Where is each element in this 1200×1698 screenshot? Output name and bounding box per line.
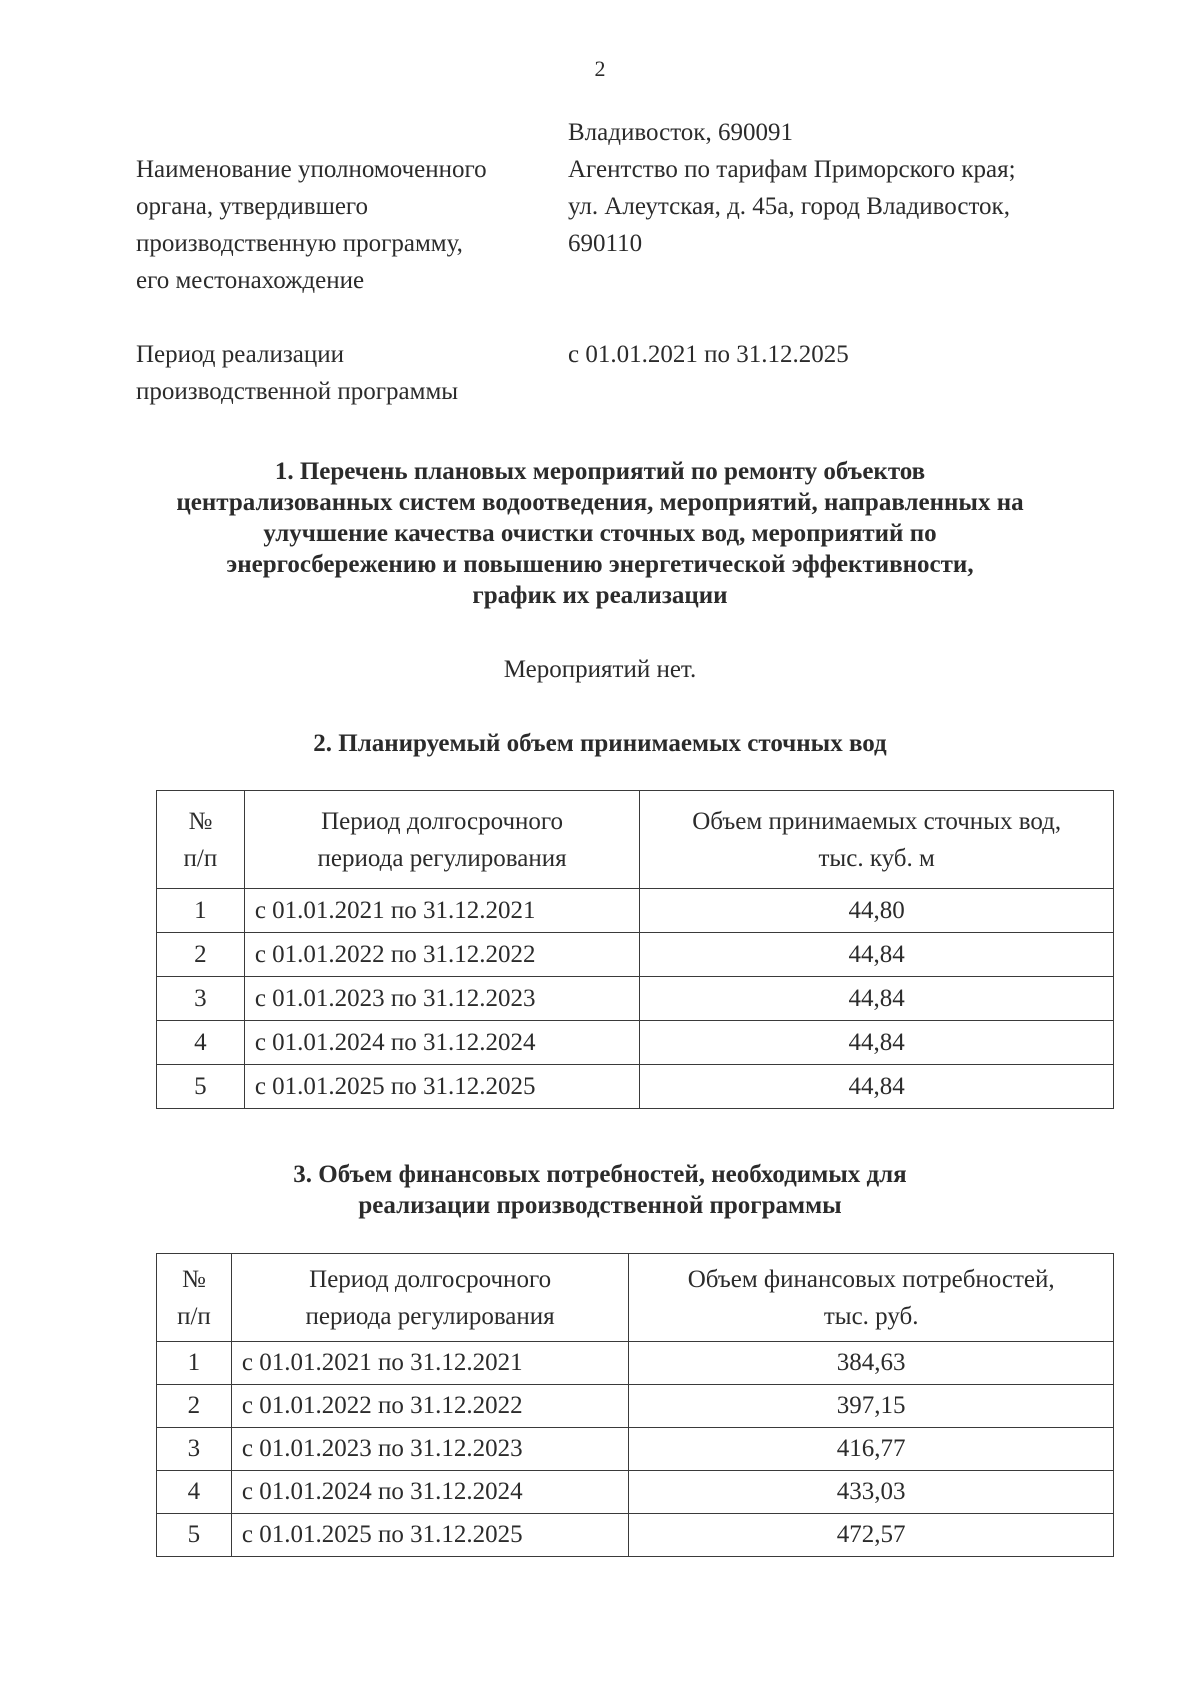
period-label xyxy=(136,336,556,410)
row-period: с 01.01.2021 по 31.12.2021 xyxy=(231,1342,629,1385)
table-row xyxy=(157,1514,1114,1557)
row-volume: 44,84 xyxy=(640,1065,1114,1109)
section1-title xyxy=(0,456,1200,611)
section1-title-line: централизованных систем водоотведения, мероприятий, направленных на xyxy=(176,489,1024,516)
row-num: 2 xyxy=(157,933,245,977)
header-num-line: № xyxy=(188,807,213,835)
row-period: с 01.01.2023 по 31.12.2023 xyxy=(231,1428,629,1471)
header-period-line: периода регулирования xyxy=(317,844,567,872)
row-volume: 44,84 xyxy=(640,933,1114,977)
row-period: с 01.01.2021 по 31.12.2021 xyxy=(244,889,640,933)
table-row xyxy=(157,1021,1114,1065)
row-period: с 01.01.2024 по 31.12.2024 xyxy=(244,1021,640,1065)
page-number: 2 xyxy=(594,56,606,81)
authority-label-line: его местонахождение xyxy=(136,267,365,294)
row-volume: 44,80 xyxy=(640,889,1114,933)
header-num-line: п/п xyxy=(177,1302,211,1330)
row-period: с 01.01.2022 по 31.12.2022 xyxy=(231,1385,629,1428)
period-label-line: Период реализации xyxy=(136,341,344,368)
row-period: с 01.01.2025 по 31.12.2025 xyxy=(231,1514,629,1557)
table-row xyxy=(157,889,1114,933)
row-financial: 416,77 xyxy=(629,1428,1114,1471)
row-financial: 384,63 xyxy=(629,1342,1114,1385)
table-row xyxy=(157,1342,1114,1385)
authority-label-line: органа, утвердившего xyxy=(136,193,369,220)
header-volume-line: тыс. куб. м xyxy=(818,844,935,872)
row-period: с 01.01.2022 по 31.12.2022 xyxy=(244,933,640,977)
header-num xyxy=(157,791,245,889)
section1-title-line: улучшение качества очистки сточных вод, мероприятий по xyxy=(263,520,937,547)
table-header-row xyxy=(157,791,1114,889)
header-period-line: Период долгосрочного xyxy=(321,807,564,835)
authority-row xyxy=(136,151,1116,301)
section3-title xyxy=(0,1159,1200,1221)
table-row xyxy=(157,977,1114,1021)
row-num: 5 xyxy=(157,1065,245,1109)
header-period xyxy=(244,791,640,889)
row-num: 2 xyxy=(157,1385,232,1428)
header-financial xyxy=(629,1254,1114,1342)
address-line: Владивосток, 690091 xyxy=(568,119,793,146)
row-period: с 01.01.2025 по 31.12.2025 xyxy=(244,1065,640,1109)
section1-title-line: график их реализации xyxy=(472,582,728,609)
row-volume: 44,84 xyxy=(640,977,1114,1021)
row-num: 1 xyxy=(157,889,245,933)
row-num: 5 xyxy=(157,1514,232,1557)
authority-value-line: 690110 xyxy=(568,230,643,257)
header-num-line: п/п xyxy=(183,844,218,872)
financial-needs-table xyxy=(156,1253,1114,1557)
authority-label-line: производственную программу, xyxy=(136,230,463,257)
header-period-line: Период долгосрочного xyxy=(309,1265,552,1293)
section1-text: Мероприятий нет. xyxy=(503,656,697,683)
header-financial-line: тыс. руб. xyxy=(823,1302,919,1330)
row-financial: 472,57 xyxy=(629,1514,1114,1557)
row-num: 4 xyxy=(157,1021,245,1065)
authority-value-line: Агентство по тарифам Приморского края; xyxy=(568,156,1016,183)
header-num-line: № xyxy=(182,1265,206,1293)
header-period-line: периода регулирования xyxy=(305,1302,555,1330)
section1-title-line: 1. Перечень плановых мероприятий по ремонту объектов xyxy=(274,458,926,485)
table-row xyxy=(157,1385,1114,1428)
header-num xyxy=(157,1254,232,1342)
row-num: 1 xyxy=(157,1342,232,1385)
authority-value xyxy=(568,151,1128,262)
row-volume: 44,84 xyxy=(640,1021,1114,1065)
row-num: 4 xyxy=(157,1471,232,1514)
row-num: 3 xyxy=(157,1428,232,1471)
section3-title-line: реализации производственной программы xyxy=(358,1192,842,1219)
header-volume xyxy=(640,791,1114,889)
wastewater-volume-table xyxy=(156,790,1114,1109)
period-value: с 01.01.2021 по 31.12.2025 xyxy=(568,341,849,368)
header-period xyxy=(231,1254,629,1342)
table-header-row xyxy=(157,1254,1114,1342)
section1-title-line: энергосбережению и повышению энергетической эффективности, xyxy=(226,551,974,578)
table-row xyxy=(157,1428,1114,1471)
row-num: 3 xyxy=(157,977,245,1021)
row-financial: 433,03 xyxy=(629,1471,1114,1514)
row-period: с 01.01.2024 по 31.12.2024 xyxy=(231,1471,629,1514)
table-row xyxy=(157,1471,1114,1514)
period-row xyxy=(136,336,1116,416)
period-label-line: производственной программы xyxy=(136,378,459,405)
row-financial: 397,15 xyxy=(629,1385,1114,1428)
authority-label-line: Наименование уполномоченного xyxy=(136,156,487,183)
table-row xyxy=(157,1065,1114,1109)
table-row xyxy=(157,933,1114,977)
header-financial-line: Объем финансовых потребностей, xyxy=(687,1265,1055,1293)
section3-title-line: 3. Объем финансовых потребностей, необходимых для xyxy=(293,1161,907,1188)
authority-value-line: ул. Алеутская, д. 45а, город Владивосток, xyxy=(568,193,1010,220)
row-period: с 01.01.2023 по 31.12.2023 xyxy=(244,977,640,1021)
authority-label xyxy=(136,151,556,299)
header-volume-line: Объем принимаемых сточных вод, xyxy=(692,807,1062,835)
section2-title: 2. Планируемый объем принимаемых сточных вод xyxy=(313,730,887,757)
